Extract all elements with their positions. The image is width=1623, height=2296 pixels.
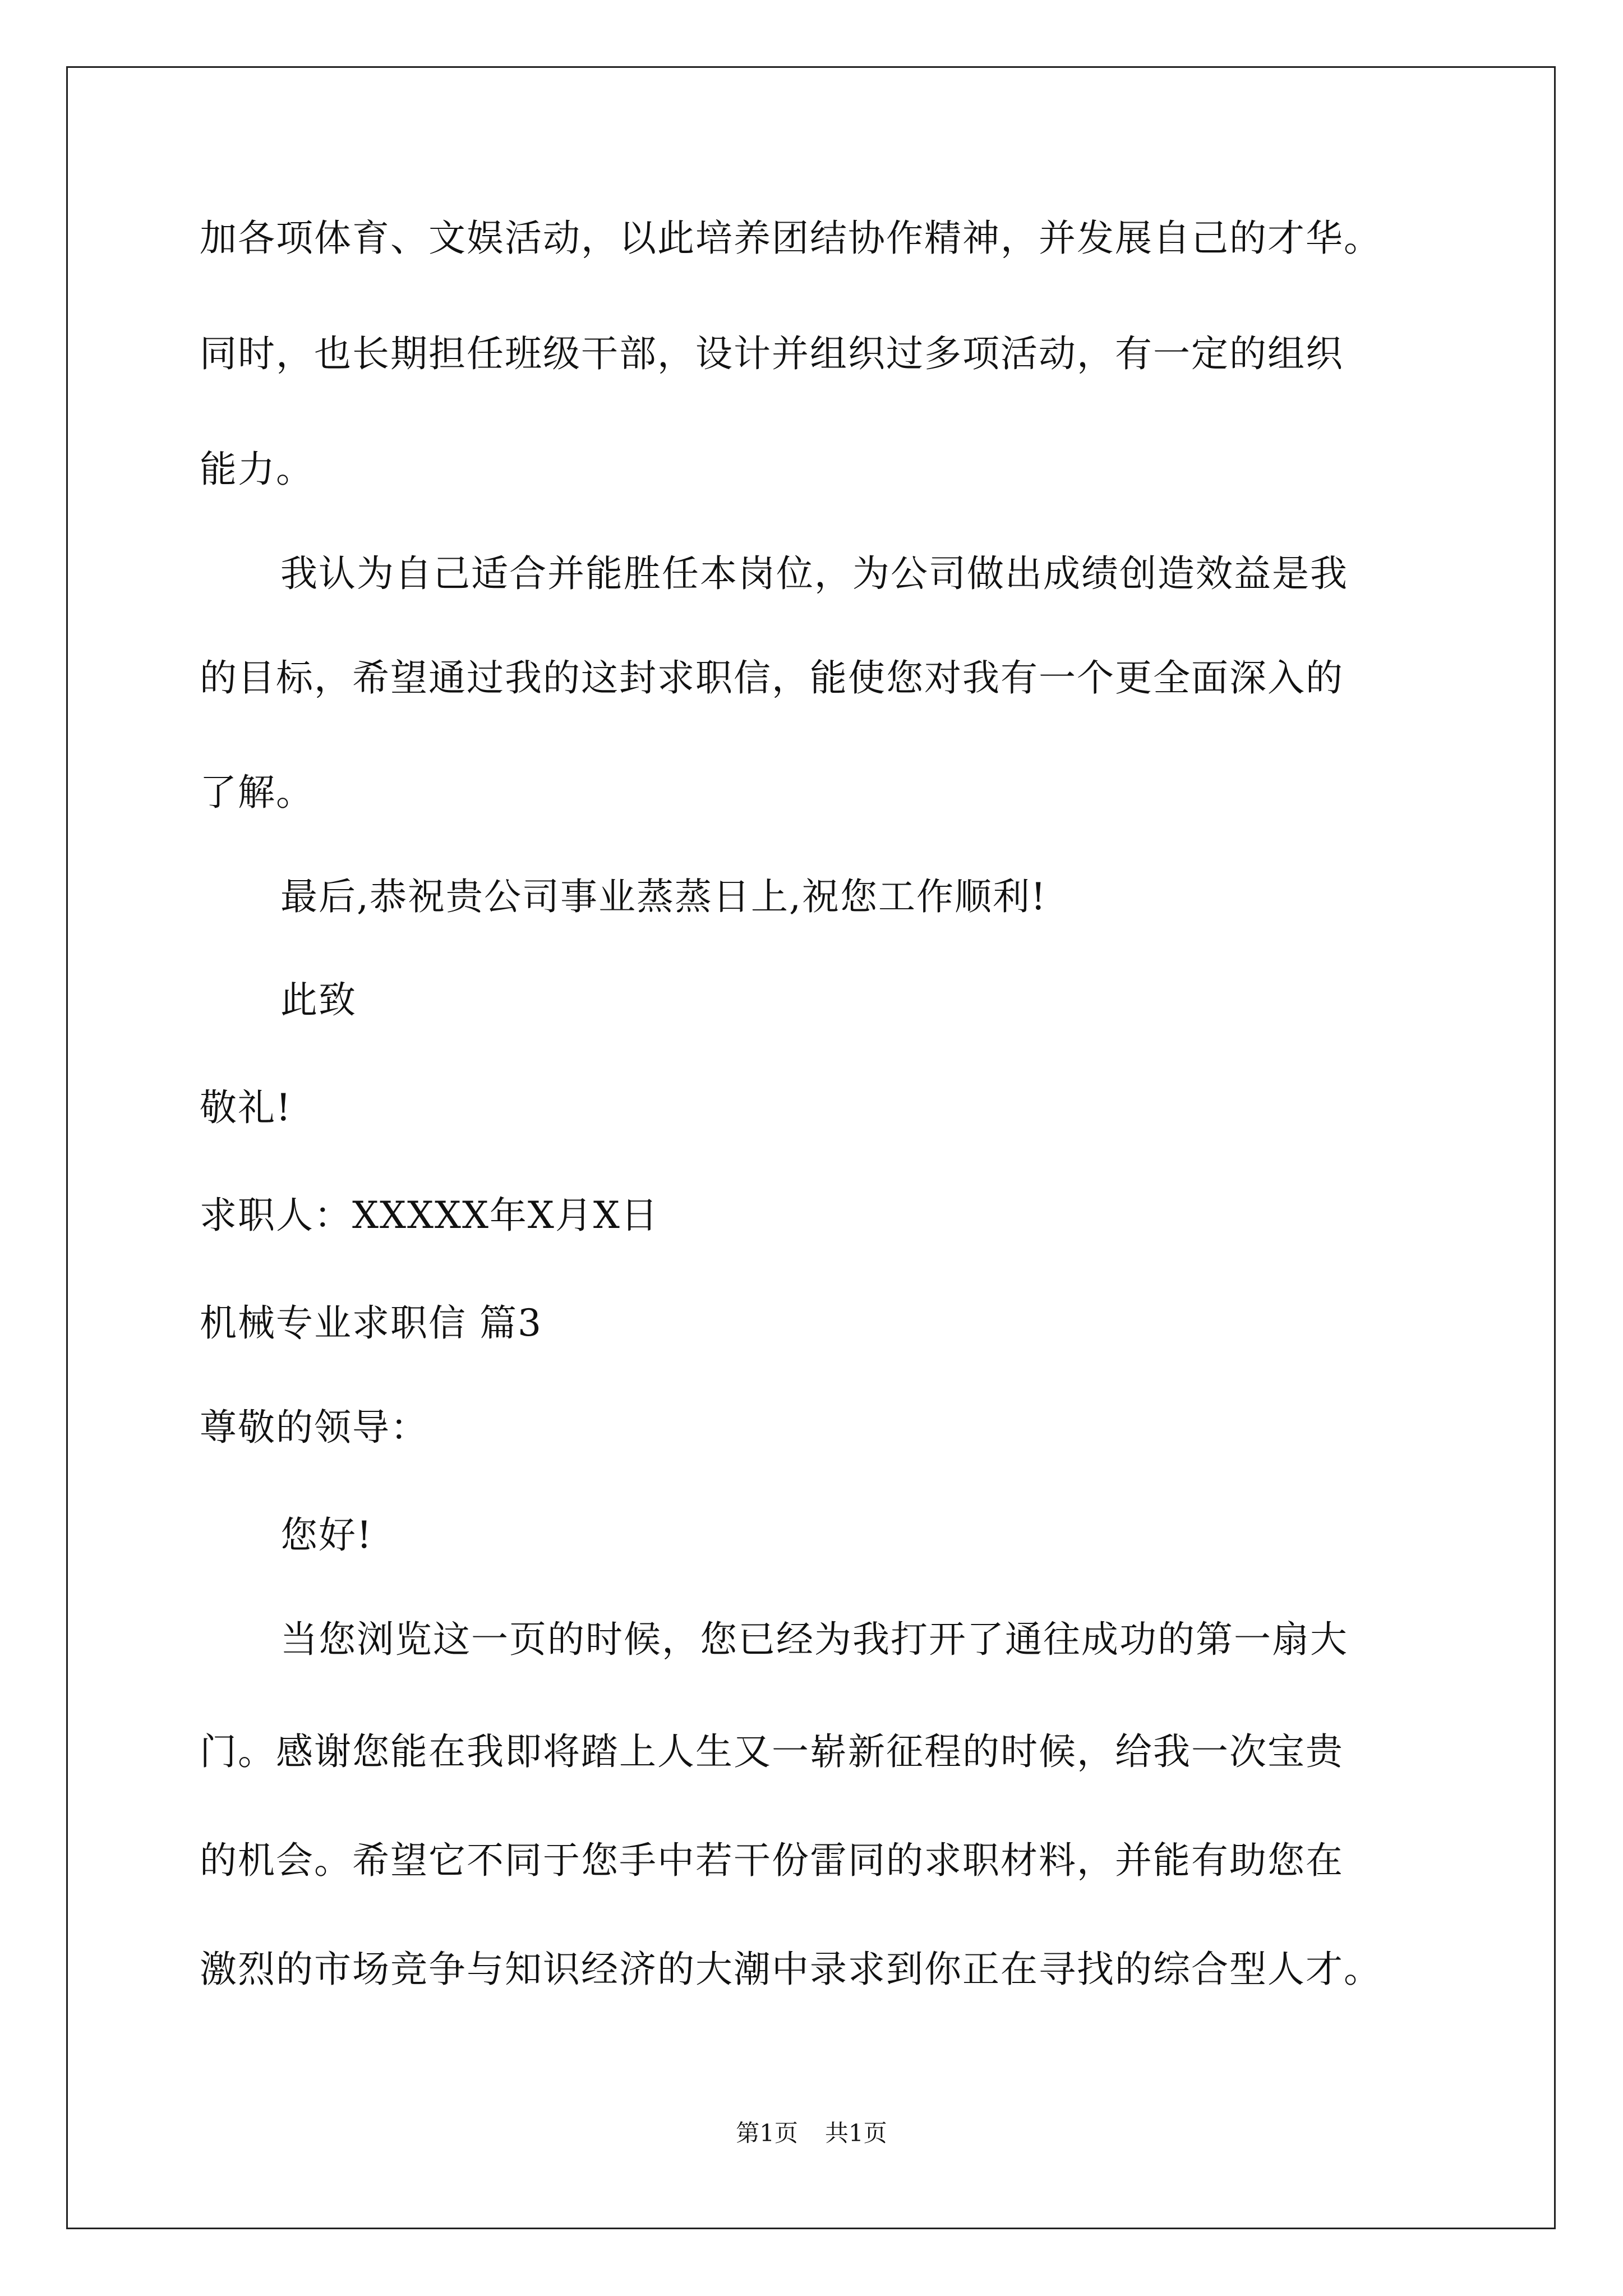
text-line: 同时，也长期担任班级干部，设计并组织过多项活动，有一定的组织 — [200, 332, 1344, 375]
text-line: 的机会。希望它不同于您手中若干份雷同的求职材料，并能有助您在 — [200, 1839, 1344, 1882]
text-line: 门。感谢您能在我即将踏上人生又一崭新征程的时候，给我一次宝贵 — [200, 1730, 1344, 1773]
text-line: 的目标，希望通过我的这封求职信，能使您对我有一个更全面深入的 — [200, 656, 1344, 700]
page-footer — [0, 2119, 1623, 2147]
page-number: 第1页 — [736, 2119, 798, 2147]
text-line: 最后,恭祝贵公司事业蒸蒸日上,祝您工作顺利! — [280, 875, 1047, 918]
text-line: 求职人：XXXXX年X月X日 — [200, 1194, 659, 1237]
section-heading: 机械专业求职信 篇3 — [200, 1301, 542, 1345]
text-line: 我认为自己适合并能胜任本岗位，为公司做出成绩创造效益是我 — [280, 552, 1348, 595]
text-line: 加各项体育、文娱活动，以此培养团结协作精神，并发展自己的才华。 — [200, 217, 1382, 260]
text-line: 敬礼! — [200, 1086, 292, 1129]
text-line: 能力。 — [200, 448, 314, 491]
text-line: 您好! — [280, 1513, 373, 1557]
text-line: 尊敬的领导： — [200, 1406, 428, 1449]
page-total: 共1页 — [825, 2119, 887, 2147]
text-line: 此致 — [280, 978, 357, 1022]
text-line: 了解。 — [200, 771, 314, 814]
page-border — [66, 66, 1556, 2229]
text-line: 激烈的市场竞争与知识经济的大潮中录求到你正在寻找的综合型人才。 — [200, 1948, 1382, 1991]
text-line: 当您浏览这一页的时候，您已经为我打开了通往成功的第一扇大 — [280, 1618, 1348, 1661]
